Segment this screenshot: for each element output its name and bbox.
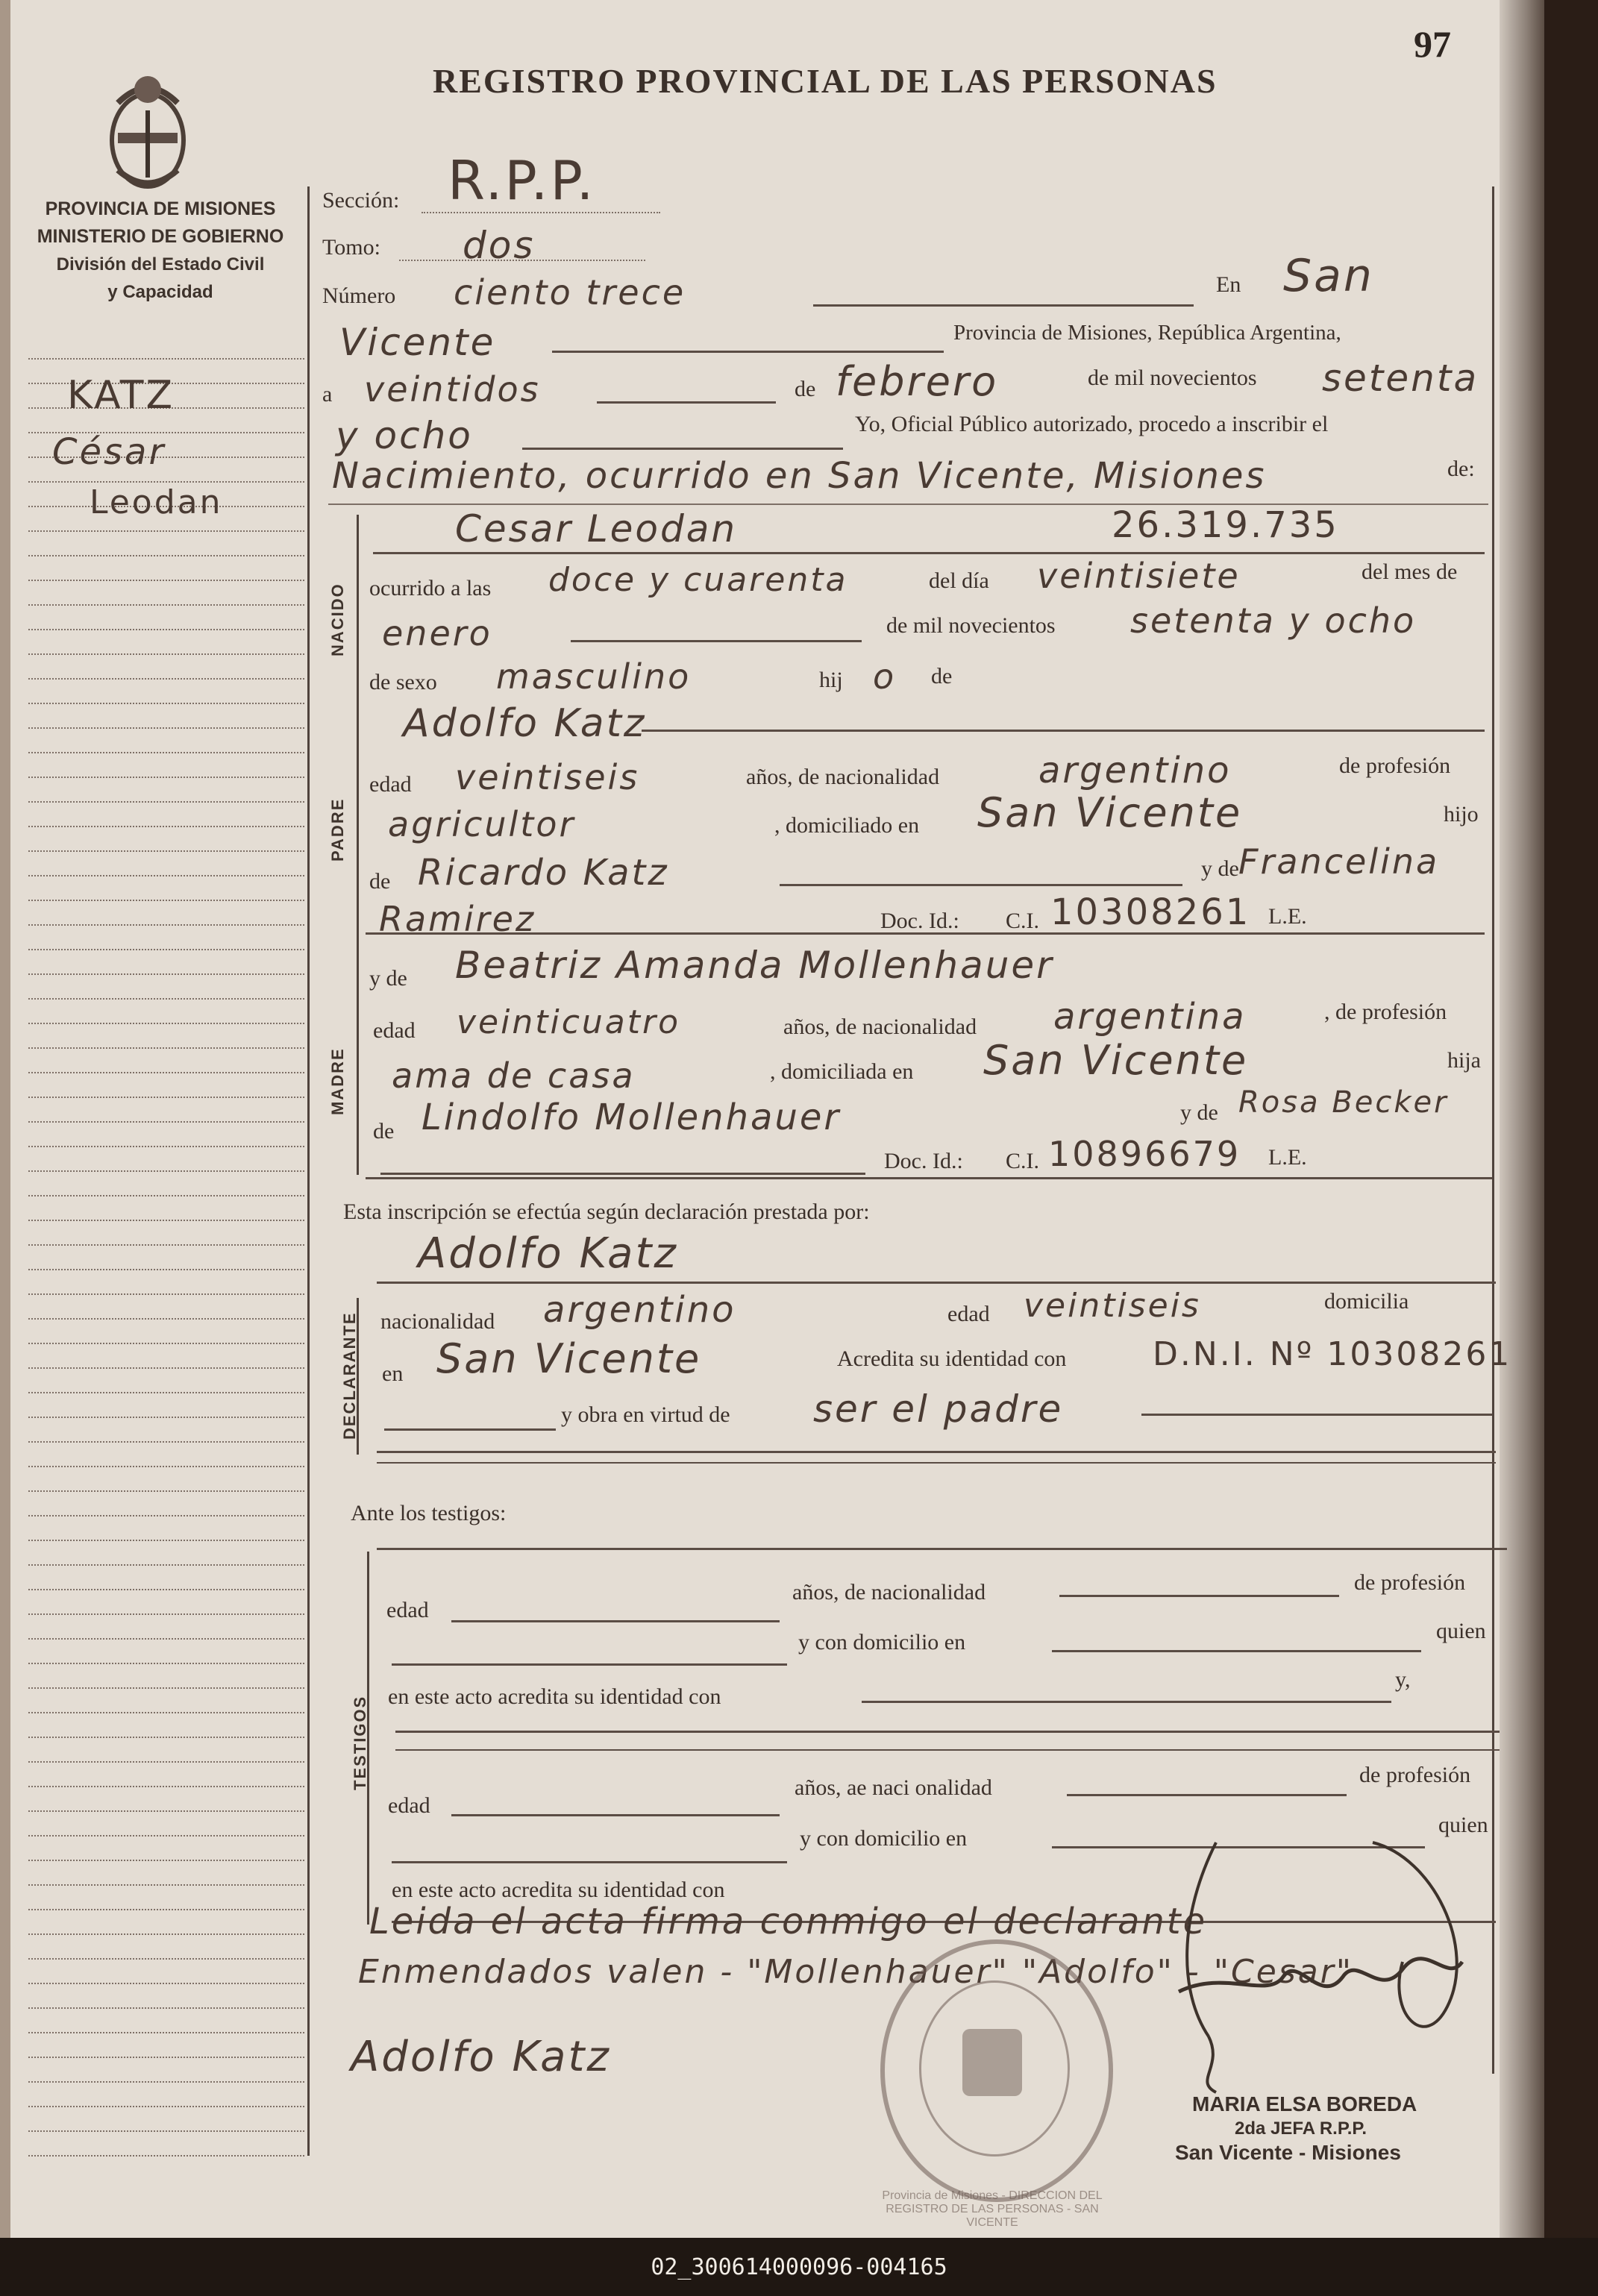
margin-rule (28, 1909, 304, 1910)
label-provincia: Provincia de Misiones, República Argentina, (953, 321, 1341, 345)
margin-rule (28, 1835, 304, 1837)
margin-rule (28, 2057, 304, 2058)
margin-rule (28, 703, 304, 704)
margin-rule (28, 924, 304, 926)
label-ocurrido: ocurrido a las (369, 576, 492, 600)
label-de-mes: de (795, 377, 816, 401)
value-padre: Adolfo Katz (403, 701, 647, 746)
label-profesion-padre: de profesión (1339, 753, 1451, 778)
label-t2-dom: y con domicilio en (800, 1826, 968, 1851)
margin-rule (28, 1712, 304, 1713)
margin-rule (28, 2106, 304, 2107)
value-madre: Beatriz Amanda Mollenhauer (455, 944, 1054, 987)
margin-rule (28, 653, 304, 655)
section-label-declarante: DECLARANTE (340, 1311, 359, 1440)
value-acta: Nacimiento, ocurrido en San Vicente, Misiones (332, 455, 1267, 497)
margin-rule (28, 777, 304, 778)
margin-rule (28, 629, 304, 630)
margin-rule (28, 1367, 304, 1369)
value-hora: doce y cuarenta (548, 561, 848, 599)
margin-rule (28, 1933, 304, 1935)
value-madre-padre: Lindolfo Mollenhauer (422, 1097, 842, 1138)
value-padre-nac: argentino (1038, 750, 1232, 791)
value-decl-edad: veintiseis (1024, 1287, 1201, 1325)
margin-rule (28, 1195, 304, 1196)
margin-rule (28, 801, 304, 803)
margin-rule (28, 1343, 304, 1344)
declarant-signature: Adolfo Katz (351, 2033, 611, 2081)
margin-rule (28, 1466, 304, 1467)
label-le-p: L.E. (1268, 904, 1307, 929)
label-obra: y obra en virtud de (561, 1402, 730, 1427)
margin-rule (28, 1958, 304, 1960)
issuer-line-1: PROVINCIA DE MISIONES (45, 198, 276, 219)
margin-rule (28, 1170, 304, 1172)
value-sexo: masculino (496, 656, 692, 697)
margin-rule (28, 678, 304, 680)
label-yo: Yo, Oficial Público autorizado, procedo a inscribir el (855, 412, 1329, 436)
margin-rule (28, 530, 304, 532)
value-decl-dom: San Vicente (436, 1335, 702, 1382)
section-box-line (357, 515, 359, 1175)
label-profesion-madre: , de profesión (1324, 1000, 1447, 1024)
value-dni: 26.319.735 (1112, 504, 1339, 546)
value-madre-prof: ama de casa (392, 1056, 636, 1096)
label-domicilia: domicilia (1324, 1289, 1409, 1314)
margin-rule (28, 1220, 304, 1221)
value-padre-madre-2: Ramirez (379, 899, 536, 939)
issuer-line-3: División del Estado Civil (56, 254, 265, 275)
official-name: MARIA ELSA BOREDA (1192, 2092, 1417, 2115)
label-y-de-p: y de (1201, 856, 1239, 881)
value-padre-dom: San Vicente (977, 789, 1243, 836)
label-ci-m: C.I. (1006, 1149, 1039, 1173)
value-decl-nac: argentino (543, 1289, 736, 1331)
label-t1-anios: años, de nacionalidad (792, 1580, 986, 1605)
label-de-abuelo-m: de (373, 1119, 395, 1144)
value-hij-suffix: o (873, 656, 897, 697)
label-t1-quien: quien (1436, 1619, 1486, 1643)
value-padre-madre-1: Francelina (1238, 841, 1440, 882)
official-signature (1164, 1828, 1477, 2096)
margin-given-name-1: César (52, 431, 166, 473)
label-y-de-madre: y de (369, 966, 407, 991)
value-mes: febrero (836, 358, 999, 405)
margin-rule (28, 875, 304, 876)
margin-given-name-2: Leodan (90, 483, 223, 521)
label-en-decl: en (382, 1361, 404, 1386)
margin-rule (28, 555, 304, 556)
label-domiciliado: , domiciliado en (774, 813, 920, 838)
margin-rule (28, 2081, 304, 2083)
margin-rule (28, 1097, 304, 1098)
value-dia-nac: veintisiete (1037, 556, 1241, 596)
value-tomo: dos (463, 224, 536, 267)
margin-rule (28, 358, 304, 360)
margin-surname: KATZ (67, 373, 175, 418)
value-en-2: Vicente (339, 321, 496, 364)
label-t2-anios: años, ae naci onalidad (795, 1775, 992, 1800)
margin-rule (28, 1072, 304, 1073)
label-sexo: de sexo (369, 670, 437, 694)
margin-rule (28, 1121, 304, 1123)
label-testigos-intro: Ante los testigos: (351, 1501, 507, 1525)
margin-rule (28, 580, 304, 581)
label-acredita: Acredita su identidad con (837, 1346, 1067, 1371)
margin-rule (28, 1687, 304, 1689)
value-padre-edad: veintiseis (455, 757, 640, 797)
value-numero: ciento trece (454, 272, 686, 313)
note-line-2: Enmendados valen - "Mollenhauer" "Adolfo" - "Cesar" (358, 1953, 1353, 1991)
official-place: San Vicente - Misiones (1175, 2141, 1401, 2164)
page-number: 97 (1414, 23, 1451, 65)
label-anios-nac-padre: años, de nacionalidad (746, 765, 940, 789)
official-title: 2da JEFA R.P.P. (1235, 2118, 1367, 2139)
margin-rule (28, 1638, 304, 1640)
label-edad-padre: edad (369, 772, 412, 797)
coat-of-arms-icon (103, 58, 192, 192)
margin-rule (28, 1417, 304, 1418)
section-label-testigos: TESTIGOS (351, 1695, 369, 1790)
margin-rule (28, 949, 304, 950)
stamp-emblem-icon (962, 2029, 1022, 2096)
label-domiciliada: , domiciliada en (770, 1059, 914, 1084)
main-left-border (307, 186, 310, 2156)
value-anio-nac: setenta y ocho (1130, 600, 1417, 641)
margin-rule (28, 900, 304, 901)
margin-rule (28, 1761, 304, 1763)
margin-rule (28, 2032, 304, 2033)
margin-rule (28, 1047, 304, 1049)
value-madre-madre: Rosa Becker (1238, 1085, 1449, 1120)
value-anio-2: y ocho (336, 414, 473, 457)
issuer-block (15, 195, 306, 306)
margin-rule (28, 1441, 304, 1443)
label-t1-acto: en este acto acredita su identidad con (388, 1684, 721, 1709)
label-de-hij: de (931, 664, 953, 689)
margin-rule (28, 1515, 304, 1516)
label-t2-acto: en este acto acredita su identidad con (392, 1878, 725, 1902)
margin-rule (28, 1810, 304, 1812)
margin-rule (28, 850, 304, 852)
label-hija: hija (1447, 1048, 1481, 1073)
label-hij: hij (819, 668, 843, 692)
value-nombre: Cesar Leodan (455, 507, 738, 551)
margin-rule (28, 1786, 304, 1787)
margin-rule (28, 998, 304, 1000)
label-t1-prof: de profesión (1354, 1570, 1466, 1595)
value-mes-nac: enero (382, 613, 492, 653)
issuer-line-4: y Capacidad (107, 282, 213, 302)
value-dia: veintidos (364, 369, 541, 410)
margin-rule (28, 1269, 304, 1270)
label-de-mil-2: de mil novecientos (886, 613, 1056, 638)
margin-rule (28, 727, 304, 729)
stamp-ring-text: Provincia de Misiones - DIRECCION DEL REGISTRO DE LAS PERSONAS - SAN VICENTE (882, 2189, 1103, 2229)
label-declaracion: Esta inscripción se efectúa según declaración prestada por: (343, 1199, 870, 1224)
label-ci-p: C.I. (1006, 909, 1039, 933)
margin-rule (28, 1860, 304, 1861)
margin-rule (28, 1540, 304, 1541)
label-t2-edad: edad (388, 1793, 430, 1818)
label-doc-p: Doc. Id.: (880, 909, 959, 933)
value-en-1: San (1283, 250, 1374, 302)
value-anio-1: setenta (1322, 357, 1479, 400)
margin-rule (28, 2155, 304, 2157)
label-hijo: hijo (1444, 802, 1479, 827)
page-edge (1500, 0, 1544, 2238)
margin-rule (28, 1564, 304, 1566)
margin-rule (28, 1146, 304, 1147)
label-de-mil: de mil novecientos (1088, 366, 1257, 390)
margin-rule (28, 2007, 304, 2009)
margin-rule (28, 1490, 304, 1492)
label-de-colon: de: (1447, 457, 1475, 481)
value-padre-prof: agricultor (388, 804, 576, 844)
label-numero: Número (322, 283, 396, 308)
issuer-line-2: MINISTERIO DE GOBIERNO (37, 226, 284, 247)
margin-rule (28, 1293, 304, 1295)
value-madre-dom: San Vicente (983, 1037, 1249, 1084)
label-t1-dom: y con domicilio en (798, 1630, 966, 1654)
book-spine (0, 0, 10, 2238)
margin-rule (28, 1983, 304, 1984)
margin-rule (28, 1318, 304, 1320)
margin-rule (28, 1663, 304, 1664)
margin-rule (28, 604, 304, 606)
label-del-mes: del mes de (1362, 559, 1458, 584)
document-title: REGISTRO PROVINCIAL DE LAS PERSONAS (433, 62, 1218, 100)
section-label-nacido: NACIDO (328, 583, 347, 656)
value-decl-virtud: ser el padre (813, 1387, 1064, 1431)
label-t1-edad: edad (386, 1598, 429, 1622)
label-nacionalidad-decl: nacionalidad (380, 1309, 495, 1334)
section-label-madre: MADRE (328, 1047, 347, 1115)
margin-rule (28, 481, 304, 483)
margin-rule (28, 1244, 304, 1246)
value-declarante: Adolfo Katz (418, 1229, 678, 1278)
value-madre-ci: 10896679 (1048, 1134, 1241, 1174)
label-en: En (1216, 272, 1241, 297)
label-a: a (322, 382, 333, 407)
label-edad-decl: edad (947, 1302, 990, 1326)
label-doc-m: Doc. Id.: (884, 1149, 963, 1173)
value-seccion: R.P.P. (448, 149, 596, 212)
margin-rule (28, 1884, 304, 1886)
main-right-border (1492, 186, 1494, 2074)
value-madre-edad: veinticuatro (457, 1003, 680, 1041)
label-de-abuelo-p: de (369, 869, 391, 894)
label-anios-nac-madre: años, de nacionalidad (783, 1014, 977, 1039)
margin-rule (28, 752, 304, 753)
label-tomo: Tomo: (322, 235, 380, 260)
label-y-de-m: y de (1180, 1100, 1218, 1125)
value-madre-nac: argentina (1053, 996, 1247, 1038)
margin-rule (28, 1737, 304, 1738)
label-le-m: L.E. (1268, 1145, 1307, 1170)
margin-rule (28, 1023, 304, 1024)
label-edad-madre: edad (373, 1018, 416, 1043)
value-decl-doc: D.N.I. Nº 10308261 (1153, 1335, 1512, 1373)
label-t2-prof: de profesión (1359, 1763, 1471, 1787)
margin-rule (28, 826, 304, 827)
scan-id: 02_300614000096-004165 (651, 2254, 947, 2280)
value-padre-ci: 10308261 (1050, 891, 1251, 933)
label-t1-y: y, (1395, 1667, 1411, 1692)
margin-rule (28, 1392, 304, 1393)
section-label-padre: PADRE (328, 797, 347, 862)
margin-rule (28, 973, 304, 975)
label-seccion: Sección: (322, 188, 400, 213)
note-line-1: Leida el acta firma conmigo el declarante (369, 1901, 1208, 1942)
margin-rule (28, 2130, 304, 2132)
label-del-dia: del día (929, 568, 989, 593)
label-t2-quien: quien (1438, 1813, 1488, 1837)
margin-rule (28, 1613, 304, 1615)
value-padre-padre: Ricardo Katz (418, 852, 669, 894)
margin-rule (28, 1589, 304, 1590)
